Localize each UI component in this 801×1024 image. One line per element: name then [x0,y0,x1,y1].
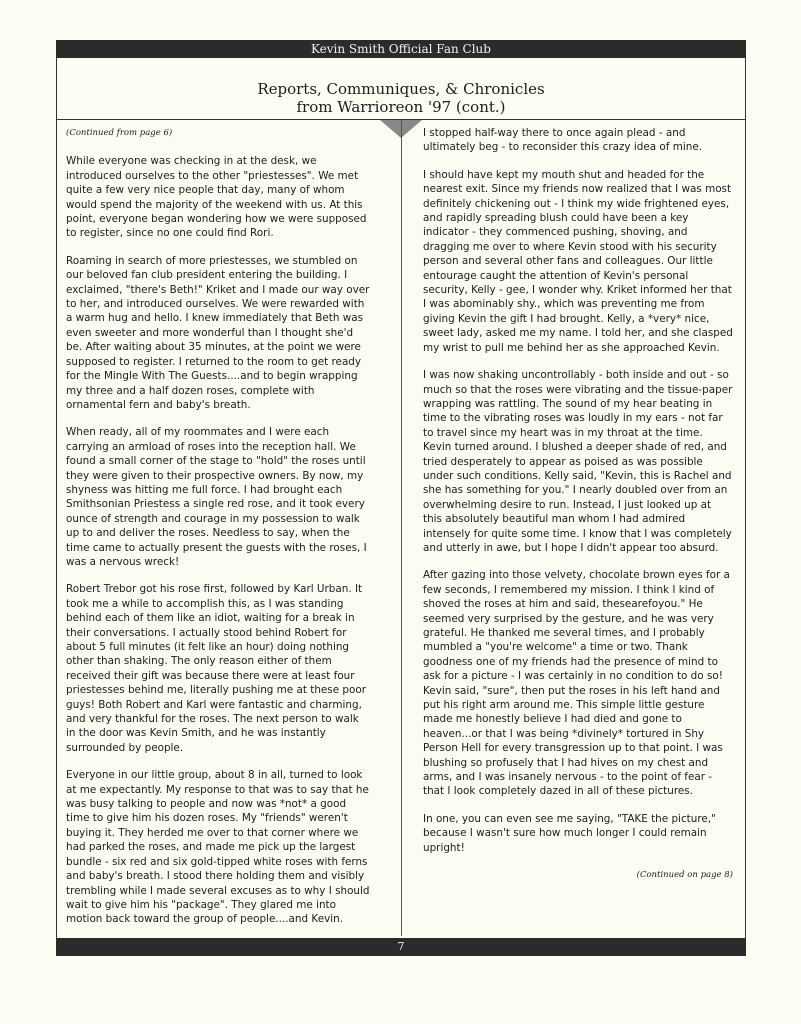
page-number: 7 [397,940,405,953]
continued-from-note: (Continued from page 6) [66,128,173,138]
left-paragraph: When ready, all of my roommates and I were each carrying an armload of roses into the reception hall. We found a small corner of the stage to "hold" the roses until they were given to their prospective owners. By now, my shyness was hitting me full force. I had brought each Smithsonian Priestess a single red rose, and it took every ounce of strength and courage in my possession to walk up to and deliver the roses. Needless to say, when the time came to actually present the guests with the roses, I was a nervous wreck! [66,426,367,568]
right-paragraph: After gazing into those velvety, chocolate brown eyes for a few seconds, I remembered my mission. I think I kind of shoved the roses at him and said, thesearefoyou." He seemed very surprised by the gesture, and he was very grateful. He thanked me several times, and I probably mumbled a "you're welcome" a time or two. Thank goodness one of my friends had the presence of mind to ask for a picture - I was certainly in no condition to do so! Kevin said, "sure", then put the roses in his left hand and put his right arm around me. This simple little gesture made me honestly believe I had died and gone to heaven...or that I was being *divinely* tortured in Shy Person Hell for every transgression up to that point. I was blushing so profusely that I had hives on my chest and arms, and I was insanely nervous - to the point of fear - that I look completely dazed in all of these pictures. [423,569,730,798]
left-paragraph: Robert Trebor got his rose first, followed by Karl Urban. It took me a while to accomplish this, as I was standing behind each of them like an idiot, waiting for a break in their conversations. I actually stood behind Robert for about 5 full minutes (it felt like an hour) doing nothing other than shaking. The only reason either of them received their gift was because there were at least four priestesses behind me, literally pushing me at these poor guys! Both Robert and Karl were fantastic and charming, and very thankful for the roses. The next person to walk in the door was Kevin Smith, and he was instantly surrounded by people. [66,583,366,754]
left-paragraph: Roaming in search of more priestesses, we stumbled on our beloved fan club president entering the building. I exclaimed, "there's Beth!" Kriket and I made our way over to her, and introduced ourselves. We were rewarded with a warm hug and hello. I knew immediately that Beth was even sweeter and more wonderful than I thought she'd be. After waiting about 35 minutes, at the point we were supposed to register. I returned to the room to get ready for the Mingle With The Guests....and to begin wrapping my three and a half dozen roses, complete with ornamental fern and baby's breath. [66,254,370,411]
left-paragraph: While everyone was checking in at the desk, we introduced ourselves to the other "priestesses". We met quite a few very nice people that day, many of whom would spend the majority of the weekend with us. At this point, everyone began wondering how we were supposed to register, since no one could find Rori. [66,155,367,240]
article-subtitle: from Warrioreon '97 (cont.) [296,98,506,116]
newsletter-title: Kevin Smith Official Fan Club [311,42,491,56]
article-title-box [56,58,746,120]
right-paragraph: In one, you can even see me saying, "TAKE the picture," because I wasn't sure how much longer I could remain upright! [423,812,716,854]
page-footer [56,938,746,956]
right-paragraph: I was now shaking uncontrollably - both inside and out - so much so that the roses were vibrating and the tissue-paper wrapping was rattling. The sound of my hear beating in time to the vibrating roses was loudly in my ears - not far to travel since my heart was in my throat at the time. Kevin turned around. I blushed a deeper shade of red, and tried desperately to appear as poised as was possible under such conditions. Kelly said, "Kevin, this is Rachel and she has something for you." I nearly doubled over from an overwhelming desire to run. Instead, I just looked up at this absolutely beautiful man whom I had admired intensely for quite some time. I know that I was completely and utterly in awe, but I hope I didn't appear too absurd. [423,369,733,554]
right-paragraph: I should have kept my mouth shut and headed for the nearest exit. Since my friends now realized that I was most definitely chickening out - I think my wide frightened eyes, and rapidly spreading blush could have been a key indicator - they commenced pushing, shoving, and dragging me over to where Kevin stood with his security person and several other fans and colleagues. Our little entourage caught the attention of Kevin's personal security, Kelly - gee, I wonder why. Kriket informed her that I was abominably shy., which was preventing me from giving Kevin the gift I had brought. Kelly, a *very* nice, sweet lady, asked me my name. I told her, and she clasped my wrist to pull me behind her as she approached Kevin. [423,168,733,354]
column-divider [401,120,402,936]
right-column [423,126,733,883]
left-column [66,126,371,940]
left-paragraph: Everyone in our little group, about 8 in all, turned to look at me expectantly. My response to that was to say that he was busy talking to people and now was *not* a good time to give him his dozen roses. My "friends" weren't buying it. They herded me over to that corner where we had parked the roses, and made me pick up the largest bundle - six red and six gold-tipped white roses with ferns and baby's breath. I stood there holding them and visibly trembling while I made several excuses as to why I should wait to give him his "package". They glared me into motion back toward the group of people....and Kevin. [66,769,370,926]
continued-on-note: (Continued on page 8) [636,870,733,881]
article-title: Reports, Communiques, & Chronicles [257,80,545,98]
right-paragraph: I stopped half-way there to once again plead - and ultimately beg - to reconsider this crazy idea of mine. [423,127,703,154]
newsletter-header [56,40,746,58]
